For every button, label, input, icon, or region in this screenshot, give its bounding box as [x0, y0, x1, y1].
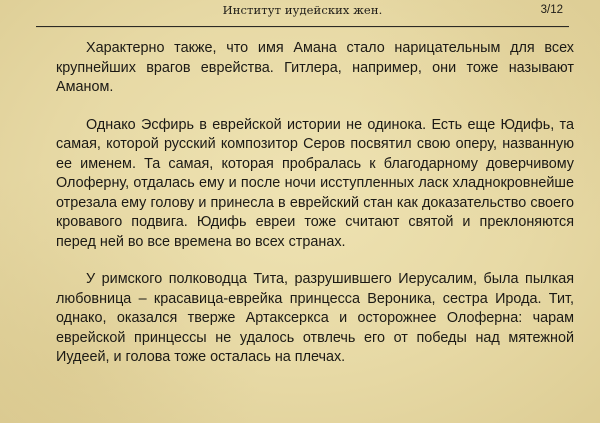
body-text — [56, 39, 574, 368]
paragraph-2: Однако Эсфирь в еврейской истории не одинока. Есть еще Юдифь, та самая, которой русский композитор Серов посвятил свою оперу, названную ее именем. Та самая, которая пробралась к благодарному доверчивому Олоферну, отдалась ему и после ночи исступленных ласк хладнокровнейше отрезала ему голову и принесла в еврейский стан как доказательство своего кровавого подвига. Юдифь евреи тоже считают святой и преклоняются перед ней во все времена во всех странах. — [56, 116, 574, 250]
paragraph-3: У римского полководца Тита, разрушившего Иерусалим, была пылкая любовница – красавица-еврейка принцесса Вероника, сестра Ирода. Тит, однако, оказался тверже Артаксеркса и осторожнее Олоферна: чарам еврейской принцессы не удалось отвлечь его от победы над мятежной Иудеей, и голова тоже осталась на плечах. — [56, 271, 574, 365]
paragraph-1: Характерно также, что имя Амана стало нарицательным для всех крупнейших врагов еврейства. Гитлера, например, они тоже называют Аманом. — [56, 40, 574, 95]
page-number: 3/12 — [540, 4, 563, 16]
header-title: Институт иудейских жен. — [222, 3, 383, 17]
page-header — [36, 0, 569, 27]
